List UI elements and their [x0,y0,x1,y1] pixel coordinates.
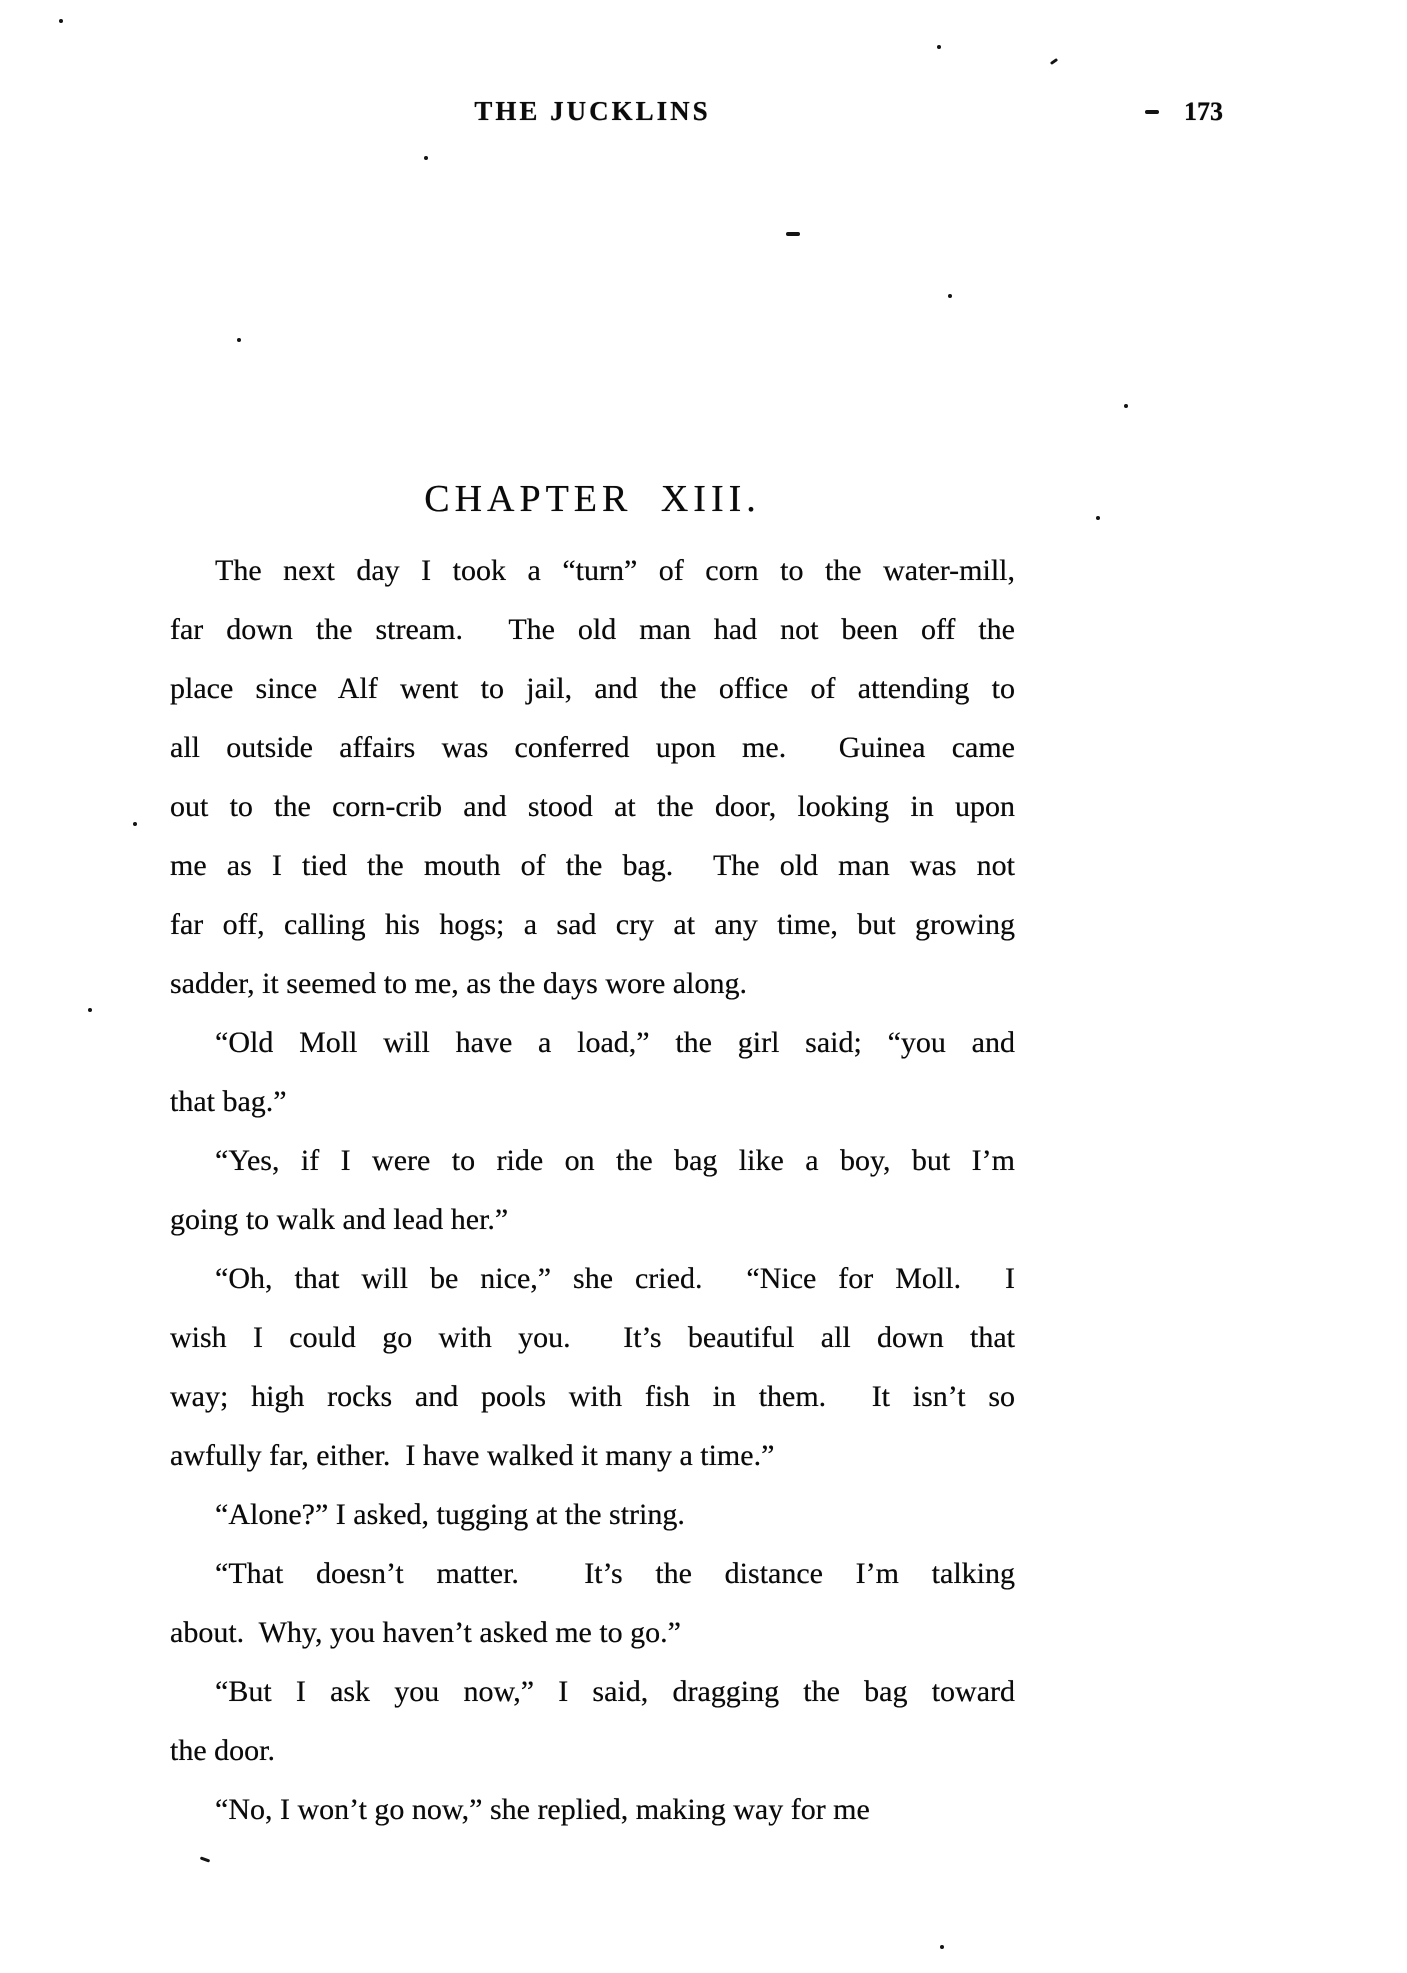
text-line: “No, I won’t go now,” she replied, making way for me [215,1793,870,1826]
paragraph [170,1780,1015,1839]
page-number: 173 [1184,97,1223,126]
scan-speck [133,822,137,826]
scan-speck [786,232,800,236]
text-line: far off, calling his hogs; a sad cry at any time, but growing [170,908,1015,941]
scan-speck [1124,404,1128,408]
text-line: all outside affairs was conferred upon me. Guinea came [170,731,1015,764]
scan-speck [200,1856,210,1862]
text-line: the door. [170,1734,275,1767]
scan-speck [237,338,241,342]
scan-speck [1145,110,1159,114]
scan-speck [948,294,952,298]
paragraph [170,1544,1015,1662]
text-line: “But I ask you now,” I said, dragging the bag toward [215,1675,1015,1708]
running-header [170,96,1015,127]
text-line: “That doesn’t matter. It’s the distance I’m talking [215,1557,1015,1590]
paragraph [170,1013,1015,1131]
text-line: place since Alf went to jail, and the office of attending to [170,672,1015,705]
text-line: way; high rocks and pools with fish in them. It isn’t so [170,1380,1015,1413]
text-line: “Yes, if I were to ride on the bag like a boy, but I’m [215,1144,1015,1177]
scan-speck [1050,58,1058,65]
text-line: The next day I took a “turn” of corn to the water-mill, [215,554,1015,587]
scan-speck [1096,516,1100,520]
scan-speck [424,156,428,160]
paragraph [170,1662,1015,1780]
text-line: awfully far, either. I have walked it many a time.” [170,1439,775,1472]
chapter-heading: CHAPTER XIII. [424,478,761,520]
scan-speck [88,1008,92,1012]
text-line: far down the stream. The old man had not been off the [170,613,1015,646]
text-line: going to walk and lead her.” [170,1203,509,1236]
text-line: about. Why, you haven’t asked me to go.” [170,1616,681,1649]
paragraph [170,1485,1015,1544]
paragraph [170,1131,1015,1249]
running-title: THE JUCKLINS [474,96,711,126]
text-line: me as I tied the mouth of the bag. The old man was not [170,849,1015,882]
scan-speck [59,19,63,23]
text-line: “Alone?” I asked, tugging at the string. [215,1498,685,1531]
text-line: wish I could go with you. It’s beautiful all down that [170,1321,1015,1354]
paragraph [170,1249,1015,1485]
text-line: “Old Moll will have a load,” the girl said; “you and [215,1026,1015,1059]
paragraph [170,541,1015,1013]
text-line: sadder, it seemed to me, as the days wore along. [170,967,747,1000]
text-line: that bag.” [170,1085,287,1118]
text-line: out to the corn-crib and stood at the door, looking in upon [170,790,1015,823]
scan-speck [937,45,941,49]
text-line: “Oh, that will be nice,” she cried. “Nice for Moll. I [215,1262,1015,1295]
page-body [170,541,1015,1839]
scan-speck [940,1945,944,1949]
